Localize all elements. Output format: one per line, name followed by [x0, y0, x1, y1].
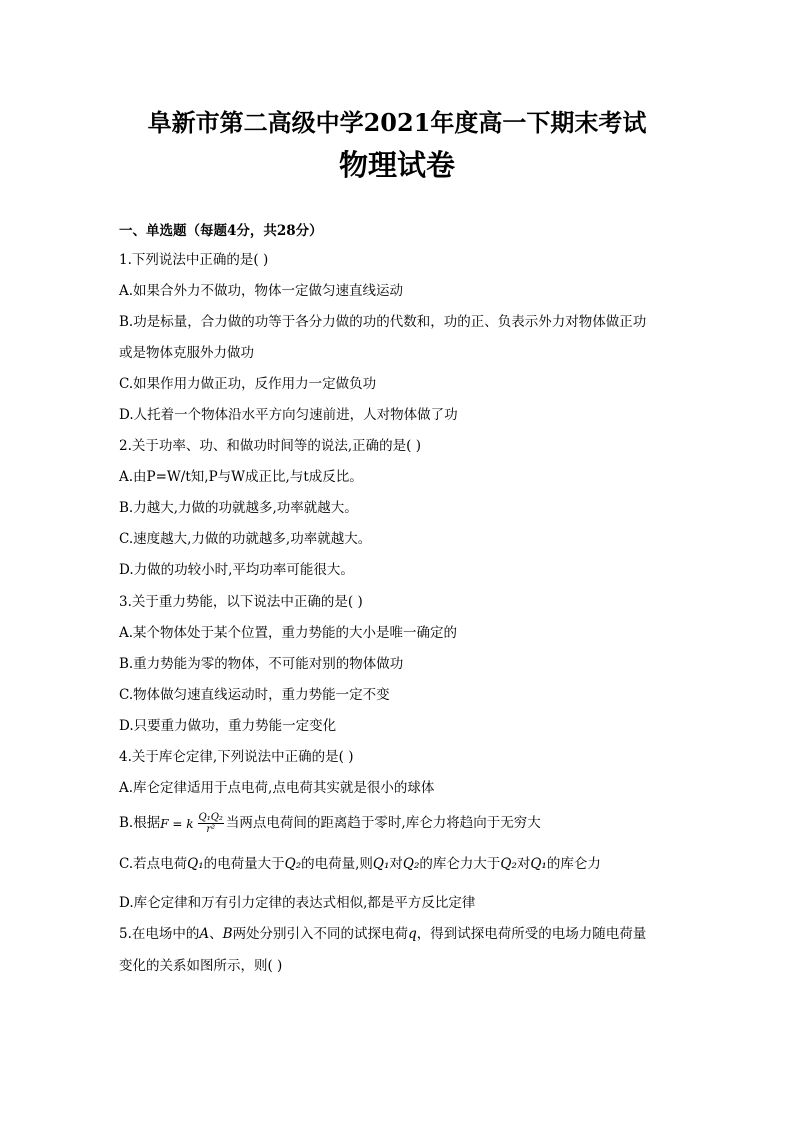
q4-option-b-prefix: B.根据 — [119, 815, 161, 831]
coulomb-formula-denominator: r² — [206, 824, 216, 835]
q2-option-d: D.力做的功较小时,平均功率可能很大。 — [119, 562, 354, 578]
q4-option-b — [119, 810, 541, 837]
q4-c-text: 的电荷量,则 — [301, 856, 373, 872]
q4-c-var: Q₂ — [402, 856, 420, 872]
q1-stem: 1.下列说法中正确的是( ) — [119, 252, 269, 268]
q4-option-b-suffix: 当两点电荷间的距离趋于零时,库仑力将趋向于无穷大 — [225, 815, 541, 831]
q4-option-d: D.库仑定律和万有引力定律的表达式相似,都是平方反比定律 — [119, 895, 476, 911]
q4-c-var: Q₂ — [500, 856, 517, 872]
q4-c-var: Q₁ — [372, 856, 390, 872]
q5-stem-var: q — [408, 926, 417, 942]
q5-stem-text: 、 — [209, 926, 223, 942]
q5-stem-var: B — [222, 926, 233, 942]
q4-c-text: 的库仑力 — [546, 856, 601, 872]
q1-option-b: B.功是标量，合力做的功等于各分力做的功的代数和，功的正、负表示外力对物体做正功 — [119, 314, 647, 330]
q5-stem — [119, 925, 646, 943]
q2-option-b: B.力越大,力做的功就越多,功率就越大。 — [119, 500, 358, 516]
q3-option-a: A.某个物体处于某个位置，重力势能的大小是唯一确定的 — [119, 625, 458, 641]
coulomb-formula-lhs: F = k — [160, 816, 194, 831]
q4-option-a: A.库仑定律适用于点电荷,点电荷其实就是很小的球体 — [119, 780, 435, 796]
q1-option-d: D.人托着一个物体沿水平方向匀速前进，人对物体做了功 — [119, 407, 458, 423]
q3-option-d: D.只要重力做功，重力势能一定变化 — [119, 718, 337, 734]
coulomb-formula-numerator: Q₁Q₂ — [198, 812, 223, 823]
exam-subject: 物理试卷 — [338, 148, 455, 182]
q4-c-var: Q₁ — [530, 856, 547, 872]
q5-stem-text: 5.在电场中的 — [119, 926, 200, 942]
q3-stem: 3.关于重力势能，以下说法中正确的是( ) — [119, 594, 363, 610]
q2-option-a: A.由P=W/t知,P与W成正比,与t成反比。 — [119, 469, 363, 485]
q4-c-text: 对 — [516, 856, 531, 872]
q2-option-c: C.速度越大,力做的功就越多,功率就越大。 — [119, 531, 372, 547]
q4-c-text: 的电荷量大于 — [203, 856, 285, 872]
q4-option-c — [119, 855, 601, 873]
q5-stem-text: 两处分别引入不同的试探电荷 — [232, 926, 409, 942]
q5-stem-text: ，得到试探电荷所受的电场力随电荷量 — [416, 926, 647, 942]
exam-title: 阜新市第二高级中学2021年度高一下期末考试 — [147, 108, 647, 137]
q4-stem: 4.关于库仑定律,下列说法中正确的是( ) — [119, 749, 354, 765]
q4-c-text: 对 — [389, 856, 403, 872]
q1-option-b-cont: 或是物体克服外力做功 — [119, 345, 254, 361]
q4-c-var: Q₂ — [284, 856, 302, 872]
q5-stem-cont: 变化的关系如图所示，则( ) — [119, 958, 283, 974]
q1-option-a: A.如果合外力不做功，物体一定做匀速直线运动 — [119, 283, 404, 299]
coulomb-formula-fraction — [198, 812, 224, 835]
q3-option-b: B.重力势能为零的物体，不可能对别的物体做功 — [119, 656, 404, 672]
q5-stem-var: A — [199, 926, 210, 942]
q4-c-text: C.若点电荷 — [119, 856, 188, 872]
q3-option-c: C.物体做匀速直线运动时，重力势能一定不变 — [119, 687, 390, 703]
q4-c-var: Q₁ — [187, 856, 204, 872]
section-heading: 一、单选题（每题4分，共28分） — [119, 223, 323, 239]
q1-option-c: C.如果作用力做正功，反作用力一定做负功 — [119, 376, 377, 392]
q4-c-text: 的库仑力大于 — [419, 856, 501, 872]
q2-stem: 2.关于功率、功、和做功时间等的说法,正确的是( ) — [119, 438, 421, 454]
